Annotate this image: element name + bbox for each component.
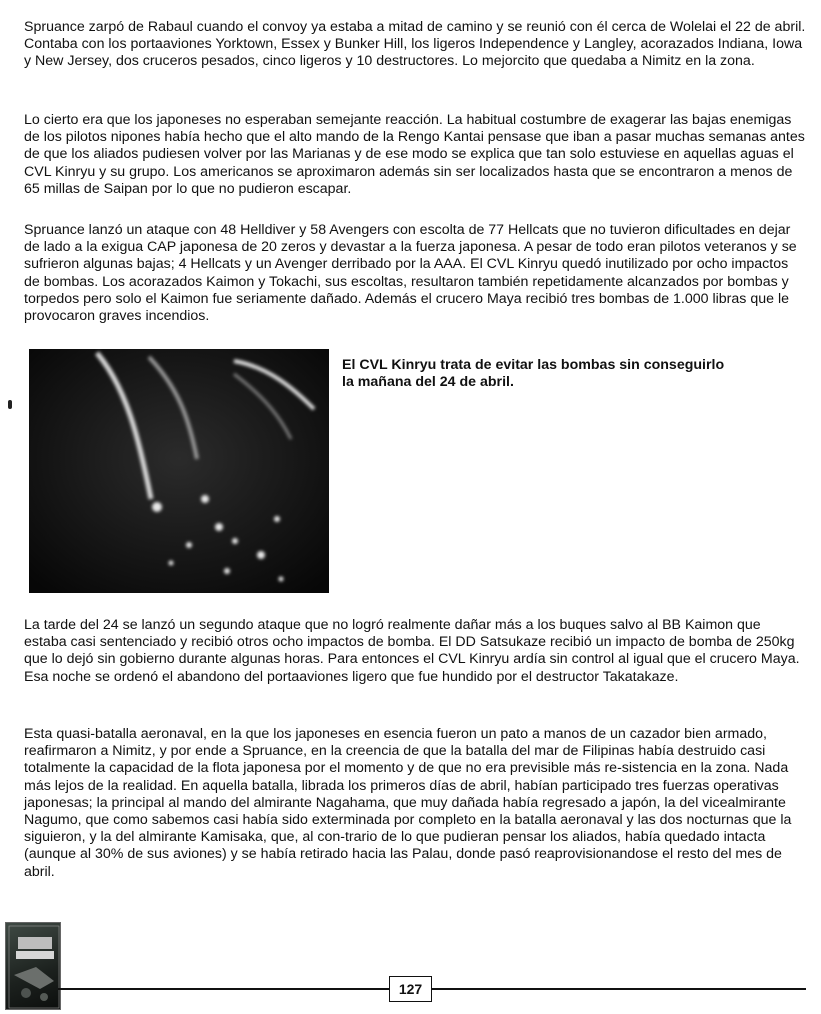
- game-box-image: [5, 922, 61, 1010]
- paragraph-4: La tarde del 24 se lanzó un segundo ataque que no logró realmente dañar más a los buques salvo al BB Kaimon que estaba casi sentenciado y recibió otros ocho impactos de bomba. El DD Satsukaze recibió un impacto de bomba de 250kg que lo dejó sin gobierno durante algunas horas. Para entonces el CVL Kinryu ardía sin control al igual que el crucero Maya. Esa noche se ordenó el abandono del portaaviones ligero que fue hundido por el destructor Takatakaze.: [24, 617, 800, 685]
- paragraph-2: Lo cierto era que los japoneses no esperaban semejante reacción. La habitual costumbre de exagerar las bajas enemigas de los pilotos nipones había hecho que el alto mando de la Rengo Kantai pensase que iban a pasar muchas semanas antes de que los aliados pudiesen volver por las Marianas y de ese modo se explica que tan solo estuviese en aquellas aguas el CVL Kinryu y su grupo. Los americanos se aproximaron además sin ser localizados hasta que se encontraron a menos de 65 millas de Saipan por lo que no pudieron escapar.: [24, 112, 805, 197]
- margin-mark: [8, 400, 12, 409]
- caption-line-1: El CVL Kinryu trata de evitar las bombas sin conseguirlo: [342, 357, 725, 373]
- photo-caption: [342, 357, 792, 391]
- paragraph-5: Esta quasi-batalla aeronaval, en la que los japoneses en esencia fueron un pato a manos de un cazador bien armado, reafirmaron a Nimitz, y por ende a Spruance, en la creencia de que la batalla del mar de Filipinas había destruido casi totalmente la capacidad de la flota japonesa por el momento y de que no era previsible más re-sistencia en la zona. Nada más lejos de la realidad. En aquella batalla, librada los primeros días de abril, habían participado tres fuerzas operativas japonesas; la principal al mando del almirante Nagahama, que muy dañada había regresado a japón, la del vicealmirante Nagumo, que como sabemos casi había sido exterminada por completo en la batalla aeronaval y las dos nocturnas que la siguieron, y la del almirante Kamisaka, que, al con-trario de lo que pudieran pensar los aliados, había quedado intacta (aunque al 30% de sus aviones) y se había retirado hacia las Palau, donde pasó reaprovisionandose el resto del mes de abril.: [24, 726, 792, 880]
- page-number: 127: [389, 976, 432, 1002]
- aerial-photo: [29, 349, 329, 593]
- paragraph-1: Spruance zarpó de Rabaul cuando el convoy ya estaba a mitad de camino y se reunió con él cerca de Wolelai el 22 de abril. Contaba con los portaaviones Yorktown, Essex y Bunker Hill, los ligeros Independence y Langley, acorazados Indiana, Iowa y New Jersey, dos cruceros pesados, cinco ligeros y 10 destructores. Lo mejorcito que quedaba a Nimitz en la zona.: [24, 19, 806, 70]
- caption-line-2: la mañana del 24 de abril.: [342, 374, 514, 391]
- footer-rule: [58, 988, 806, 990]
- paragraph-3: Spruance lanzó un ataque con 48 Helldiver y 58 Avengers con escolta de 77 Hellcats que no tuvieron dificultades en dejar de lado a la exigua CAP japonesa de 20 zeros y devastar a la fuerza japonesa. A pesar de todo eran pilotos veteranos y se sufrieron algunas bajas; 4 Hellcats y un Avenger derribado por la AAA. El CVL Kinryu quedó inutilizado por ocho impactos de bombas. Los acorazados Kaimon y Tokachi, sus escoltas, resultaron también repetidamente alcanzados por bombas y torpedos pero solo el Kaimon fue seriamente dañado. Además el crucero Maya recibió tres bombas de 1.000 libras que le provocaron graves incendios.: [24, 222, 797, 325]
